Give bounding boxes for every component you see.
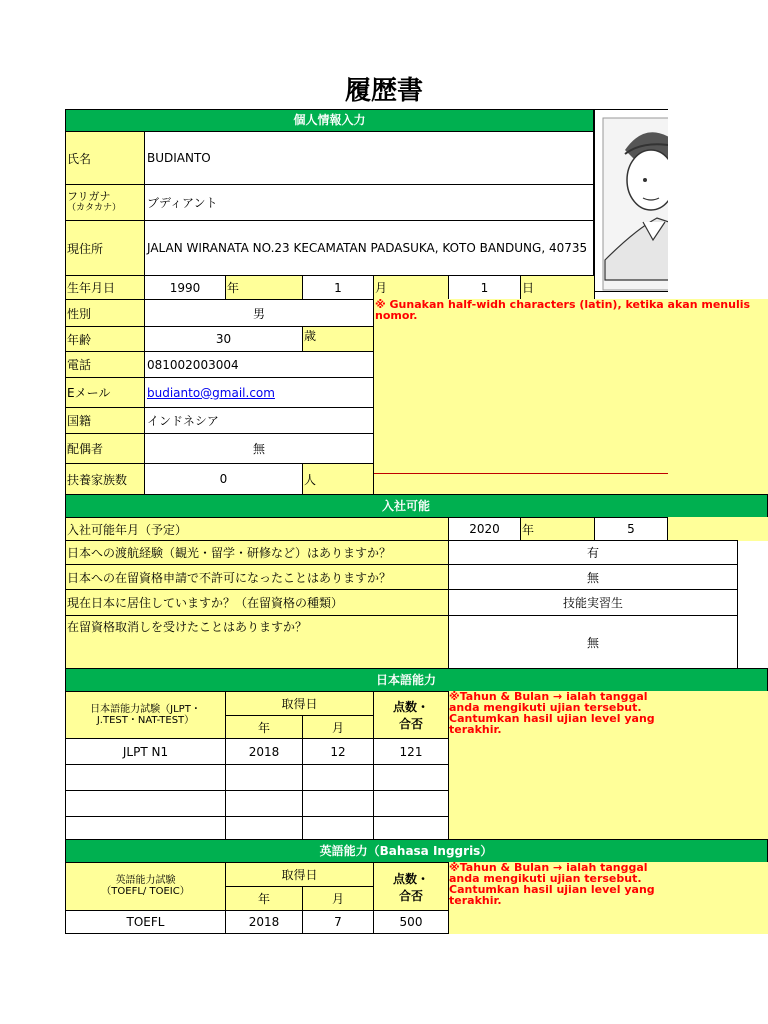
japanese-section-header (65, 668, 768, 692)
red-divider (374, 473, 668, 474)
jp-note-area (449, 691, 768, 839)
jp-test-column-header: 日本語能力試験（JLPT・J.TEST・NAT-TEST） (65, 691, 226, 739)
dependents-label: 扶養家族数 (65, 463, 145, 495)
en-test-column-header (65, 862, 226, 911)
gender-label: 性別 (65, 299, 145, 327)
en-row-1-year[interactable]: 2018 (225, 910, 303, 934)
jp-row-3-month[interactable] (302, 790, 374, 817)
japanese-header-text: 日本語能力 (375, 673, 436, 687)
phone-label: 電話 (65, 351, 145, 378)
spouse-field[interactable]: 無 (144, 433, 374, 464)
start-year-unit: 年 (520, 517, 595, 541)
age-field[interactable]: 30 (144, 326, 303, 352)
en-test-column-title: 英語能力試験 (115, 875, 176, 886)
photo-frame (594, 109, 674, 292)
email-link[interactable]: budianto@gmail.com (147, 385, 275, 400)
visa-revoked-label: 在留資格取消しを受けたことはありますか？ (65, 615, 449, 669)
gender-field[interactable]: 男 (144, 299, 374, 327)
birth-day-unit: 日 (520, 275, 595, 300)
jp-row-3-test[interactable] (65, 790, 226, 817)
spouse-label: 配偶者 (65, 433, 145, 464)
personal-section-header: 個人情報入力 (65, 109, 594, 132)
jp-row-2-test[interactable] (65, 764, 226, 791)
start-month-field[interactable]: 5 (594, 517, 668, 541)
en-date-column-header: 取得日 (225, 862, 374, 887)
address-label: 現住所 (65, 220, 145, 276)
page-title: 履歴書 (344, 76, 423, 106)
kana-field[interactable]: ブディアント (144, 184, 594, 221)
residing-japan-label: 現在日本に居住していますか？（在留資格の種類） (65, 589, 449, 616)
address-field[interactable]: JALAN WIRANATA NO.23 KECAMATAN PADASUKA, KOTO BANDUNG, 40735 (144, 220, 594, 276)
page-edge-mask-top (668, 100, 768, 298)
availability-section-header (65, 494, 768, 518)
name-field[interactable]: BUDIANTO (144, 131, 594, 185)
jp-year-column-header: 年 (225, 715, 303, 739)
start-year-field[interactable]: 2020 (448, 517, 521, 541)
jp-row-1-score[interactable]: 121 (373, 738, 449, 765)
en-row-1-month[interactable]: 7 (302, 910, 374, 934)
age-unit: 歳 (302, 326, 374, 352)
email-label: Eメール (65, 377, 145, 408)
visa-rejected-field[interactable]: 無 (448, 564, 738, 590)
jp-row-4-year[interactable] (225, 816, 303, 840)
en-month-column-header: 月 (302, 886, 374, 911)
kana-sub-label: （カタカナ） (67, 203, 122, 213)
jp-note: ※Tahun & Bulan → ialah tanggal anda mengikuti ujian tersebut. Cantumkan hasil ujian level yang terakhir. (449, 690, 655, 736)
personal-note-area (374, 299, 768, 495)
jp-row-2-month[interactable] (302, 764, 374, 791)
dependents-unit: 人 (302, 463, 374, 495)
jp-row-1-year[interactable]: 2018 (225, 738, 303, 765)
availability-header-text: 入社可能 (381, 499, 430, 513)
jp-date-column-header: 取得日 (225, 691, 374, 716)
nationality-label: 国籍 (65, 407, 145, 434)
start-month-unit-area (668, 517, 768, 541)
japan-travel-label: 日本への渡航経験（観光・留学・研修など）はありますか？ (65, 540, 449, 565)
kana-label: フリガナ (67, 190, 111, 203)
jp-month-column-header: 月 (302, 715, 374, 739)
en-note-area (449, 862, 768, 934)
visa-revoked-field[interactable]: 無 (448, 615, 738, 669)
en-note: ※Tahun & Bulan → ialah tanggal anda mengikuti ujian tersebut. Cantumkan hasil ujian level yang terakhir. (449, 861, 655, 907)
birth-year-field[interactable]: 1990 (144, 275, 226, 300)
name-label: 氏名 (65, 131, 145, 185)
kana-label-cell (65, 184, 145, 221)
jp-row-3-year[interactable] (225, 790, 303, 817)
phone-field[interactable]: 081002003004 (144, 351, 374, 378)
jp-row-2-score[interactable] (373, 764, 449, 791)
visa-rejected-label: 日本への在留資格申請で不許可になったことはありますか？ (65, 564, 449, 590)
en-row-1-test[interactable]: TOEFL (65, 910, 226, 934)
jp-row-3-score[interactable] (373, 790, 449, 817)
residing-japan-field[interactable]: 技能実習生 (448, 589, 738, 616)
jp-score-column-header: 点数・合否 (373, 691, 449, 739)
birth-day-field[interactable]: 1 (448, 275, 521, 300)
age-label: 年齢 (65, 326, 145, 352)
birth-month-unit: 月 (373, 275, 449, 300)
english-header-text: 英語能力（Bahasa Inggris） (319, 844, 493, 858)
jp-row-4-month[interactable] (302, 816, 374, 840)
japan-travel-field[interactable]: 有 (448, 540, 738, 565)
nationality-field[interactable]: インドネシア (144, 407, 374, 434)
avatar-icon (595, 110, 675, 293)
jp-row-4-score[interactable] (373, 816, 449, 840)
english-section-header (65, 839, 768, 863)
dependents-field[interactable]: 0 (144, 463, 303, 495)
start-date-label: 入社可能年月（予定） (65, 517, 449, 541)
en-year-column-header: 年 (225, 886, 303, 911)
jp-row-2-year[interactable] (225, 764, 303, 791)
jp-row-1-month[interactable]: 12 (302, 738, 374, 765)
birthdate-label: 生年月日 (65, 275, 145, 300)
en-test-column-sub: （TOEFL/ TOEIC） (101, 886, 190, 897)
email-field[interactable] (144, 377, 374, 408)
personal-note: ※ Gunakan half-widh characters (latin), ketika akan menulis nomor. (375, 298, 751, 322)
jp-row-4-test[interactable] (65, 816, 226, 840)
birth-year-unit: 年 (225, 275, 303, 300)
en-row-1-score[interactable]: 500 (373, 910, 449, 934)
jp-row-1-test[interactable]: JLPT N1 (65, 738, 226, 765)
en-score-column-header: 点数・合否 (373, 862, 449, 911)
birth-month-field[interactable]: 1 (302, 275, 374, 300)
